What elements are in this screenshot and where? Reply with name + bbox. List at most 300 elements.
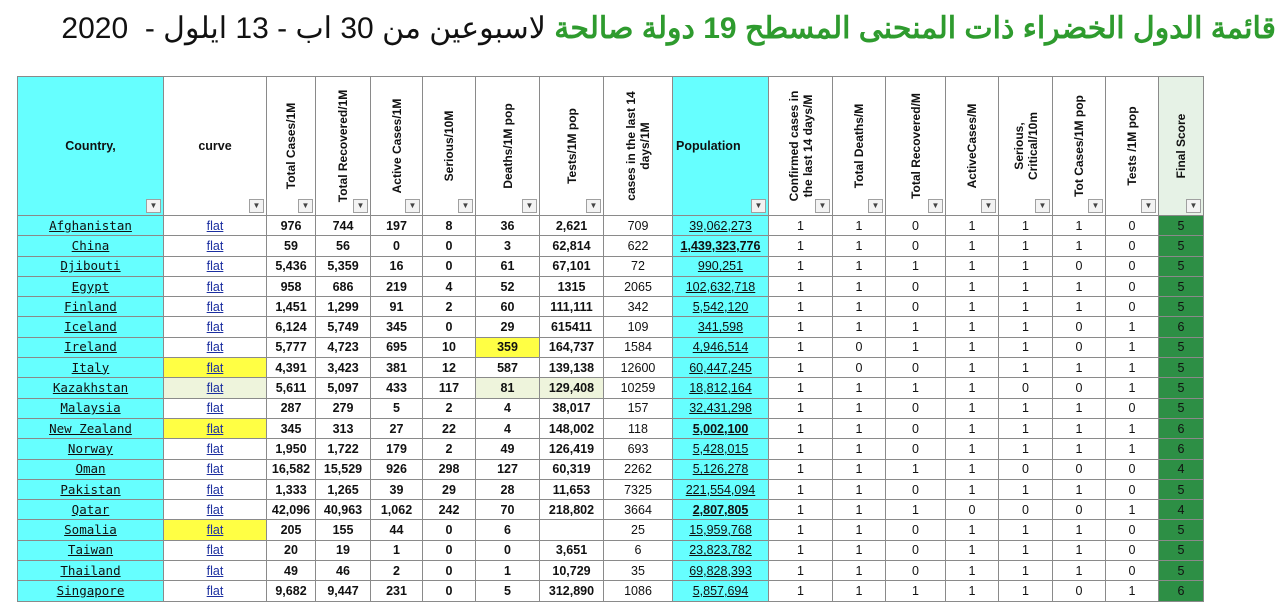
cell-active-cases: 219 (371, 276, 423, 296)
curve-link-text[interactable]: flat (206, 360, 224, 375)
curve-link-text[interactable]: flat (206, 563, 224, 578)
cell-total-recovered: 3,423 (316, 358, 371, 378)
cell-total-deaths-m: 1 (833, 256, 886, 276)
cell-confirmed14: 1 (769, 500, 833, 520)
filter-dropdown-icon[interactable]: ▼ (1035, 199, 1050, 213)
cell-confirmed14: 1 (769, 581, 833, 601)
table-row (18, 358, 1204, 378)
cell-total-cases: 1,451 (267, 297, 316, 317)
cell-serious: 12 (423, 358, 476, 378)
cell-cases14: 35 (604, 561, 673, 581)
cell-active-m: 1 (946, 418, 999, 438)
cell-final-score: 5 (1159, 236, 1204, 256)
population-link[interactable]: 60,447,245 (673, 358, 769, 378)
population-link[interactable]: 5,002,100 (673, 418, 769, 438)
curve-link[interactable] (164, 256, 267, 276)
cell-active-m: 1 (946, 378, 999, 398)
cell-total-cases: 958 (267, 276, 316, 296)
cell-confirmed14: 1 (769, 276, 833, 296)
country-link[interactable]: Somalia (18, 520, 164, 540)
cell-total-cases: 5,777 (267, 337, 316, 357)
cell-total-deaths-m: 1 (833, 216, 886, 236)
cell-total-recovered-m: 0 (886, 439, 946, 459)
cell-confirmed14: 1 (769, 337, 833, 357)
cell-tests (540, 520, 604, 540)
population-link[interactable]: 221,554,094 (673, 479, 769, 499)
cell-serious-critical: 1 (999, 297, 1053, 317)
cell-final-score: 6 (1159, 581, 1204, 601)
cell-active-cases: 381 (371, 358, 423, 378)
country-link[interactable]: Norway (18, 439, 164, 459)
filter-dropdown-icon[interactable]: ▼ (1141, 199, 1156, 213)
table-row (18, 297, 1204, 317)
cell-active-m: 1 (946, 581, 999, 601)
cell-total-recovered-m: 0 (886, 418, 946, 438)
filter-dropdown-icon[interactable]: ▼ (928, 199, 943, 213)
curve-link[interactable] (164, 317, 267, 337)
cell-tests-m: 1 (1106, 358, 1159, 378)
cell-total-deaths-m: 1 (833, 378, 886, 398)
col-header-cases14: cases in the last 14 days/1M (604, 77, 673, 216)
country-link[interactable]: Qatar (18, 500, 164, 520)
col-header-active-m: ActiveCases/M ▼ (946, 77, 999, 216)
table-row (18, 479, 1204, 499)
cell-tot-cases: 1 (1053, 276, 1106, 296)
filter-dropdown-icon[interactable]: ▼ (586, 199, 601, 213)
curve-link[interactable] (164, 276, 267, 296)
country-link[interactable]: China (18, 236, 164, 256)
cell-total-deaths-m: 1 (833, 581, 886, 601)
population-link[interactable]: 2,807,805 (673, 500, 769, 520)
col-header-total-deaths-m: Total Deaths/M ▼ (833, 77, 886, 216)
cell-tests-m: 0 (1106, 297, 1159, 317)
cell-final-score: 5 (1159, 297, 1204, 317)
cell-tot-cases: 1 (1053, 540, 1106, 560)
col-header-deaths: Deaths/1M pop ▼ (476, 77, 540, 216)
col-header-curve: curve ▼ (164, 77, 267, 216)
cell-confirmed14: 1 (769, 479, 833, 499)
cell-total-deaths-m: 1 (833, 418, 886, 438)
cell-active-cases: 179 (371, 439, 423, 459)
cell-active-m: 1 (946, 317, 999, 337)
cell-tot-cases: 1 (1053, 418, 1106, 438)
cell-tests-m: 0 (1106, 459, 1159, 479)
population-link[interactable]: 341,598 (673, 317, 769, 337)
cell-confirmed14: 1 (769, 297, 833, 317)
population-link[interactable]: 39,062,273 (673, 216, 769, 236)
cell-deaths: 36 (476, 216, 540, 236)
country-link[interactable]: Ireland (18, 337, 164, 357)
curve-link-text[interactable]: flat (206, 462, 224, 477)
curve-link-text[interactable]: flat (206, 299, 224, 314)
cell-total-recovered: 5,359 (316, 256, 371, 276)
table-row (18, 398, 1204, 418)
col-header-total-recovered: Total Recovered/1M ▼ (316, 77, 371, 216)
population-link[interactable]: 102,632,718 (673, 276, 769, 296)
cell-tests: 129,408 (540, 378, 604, 398)
cell-active-cases: 1 (371, 540, 423, 560)
cell-total-cases: 42,096 (267, 500, 316, 520)
cell-deaths: 127 (476, 459, 540, 479)
cell-serious: 10 (423, 337, 476, 357)
country-link[interactable]: Malaysia (18, 398, 164, 418)
cell-tot-cases: 0 (1053, 256, 1106, 276)
cell-deaths: 4 (476, 398, 540, 418)
cell-total-deaths-m: 1 (833, 297, 886, 317)
table-row (18, 439, 1204, 459)
curve-link[interactable] (164, 358, 267, 378)
curve-link[interactable] (164, 337, 267, 357)
curve-link[interactable] (164, 216, 267, 236)
cell-serious: 0 (423, 256, 476, 276)
cell-total-deaths-m: 1 (833, 540, 886, 560)
cell-cases14: 1086 (604, 581, 673, 601)
country-link[interactable]: Egypt (18, 276, 164, 296)
population-link[interactable]: 32,431,298 (673, 398, 769, 418)
col-header-tot-cases: Tot Cases/1M pop ▼ (1053, 77, 1106, 216)
cell-tests-m: 0 (1106, 479, 1159, 499)
cell-confirmed14: 1 (769, 418, 833, 438)
cell-tests: 3,651 (540, 540, 604, 560)
cell-active-cases: 27 (371, 418, 423, 438)
cell-total-deaths-m: 1 (833, 500, 886, 520)
cell-tests: 1315 (540, 276, 604, 296)
curve-link[interactable] (164, 540, 267, 560)
cell-serious: 242 (423, 500, 476, 520)
cell-tot-cases: 0 (1053, 317, 1106, 337)
cell-total-cases: 5,436 (267, 256, 316, 276)
col-header-population: Population ▼ (673, 77, 769, 216)
cell-final-score: 4 (1159, 500, 1204, 520)
curve-link-text[interactable]: flat (206, 238, 224, 253)
cell-total-cases: 59 (267, 236, 316, 256)
curve-link-text[interactable]: flat (206, 441, 224, 456)
filter-dropdown-icon[interactable]: ▼ (868, 199, 883, 213)
cell-serious-critical: 1 (999, 479, 1053, 499)
cell-total-recovered: 279 (316, 398, 371, 418)
cell-total-cases: 1,333 (267, 479, 316, 499)
cell-total-recovered: 5,749 (316, 317, 371, 337)
curve-link[interactable] (164, 500, 267, 520)
country-link[interactable]: Iceland (18, 317, 164, 337)
population-link[interactable]: 15,959,768 (673, 520, 769, 540)
curve-link-text[interactable]: flat (206, 502, 224, 517)
filter-dropdown-icon[interactable]: ▼ (458, 199, 473, 213)
cell-deaths: 49 (476, 439, 540, 459)
cell-deaths: 359 (476, 337, 540, 357)
cell-total-recovered-m: 0 (886, 358, 946, 378)
cell-tot-cases: 1 (1053, 358, 1106, 378)
cell-tests-m: 1 (1106, 337, 1159, 357)
cell-serious-critical: 1 (999, 317, 1053, 337)
filter-dropdown-icon[interactable]: ▼ (751, 199, 766, 213)
filter-active-icon[interactable]: ▼ (1186, 199, 1201, 213)
cell-total-cases: 976 (267, 216, 316, 236)
cell-confirmed14: 1 (769, 358, 833, 378)
cell-total-recovered-m: 0 (886, 520, 946, 540)
table-row (18, 540, 1204, 560)
cell-total-recovered: 5,097 (316, 378, 371, 398)
cell-tot-cases: 0 (1053, 581, 1106, 601)
cell-active-m: 1 (946, 236, 999, 256)
filter-dropdown-icon[interactable]: ▼ (405, 199, 420, 213)
cell-final-score: 5 (1159, 378, 1204, 398)
cell-active-cases: 231 (371, 581, 423, 601)
cell-total-recovered: 4,723 (316, 337, 371, 357)
cell-total-recovered-m: 1 (886, 459, 946, 479)
col-header-active-cases: Active Cases/1M ▼ (371, 77, 423, 216)
cell-deaths: 6 (476, 520, 540, 540)
cell-active-cases: 345 (371, 317, 423, 337)
filter-dropdown-icon[interactable]: ▼ (298, 199, 313, 213)
cell-serious: 2 (423, 297, 476, 317)
population-link[interactable]: 4,946,514 (673, 337, 769, 357)
curve-link-text[interactable]: flat (206, 381, 224, 396)
curve-link[interactable] (164, 581, 267, 601)
cell-serious: 0 (423, 236, 476, 256)
country-link[interactable]: Singapore (18, 581, 164, 601)
cell-serious-critical: 0 (999, 500, 1053, 520)
population-link[interactable]: 18,812,164 (673, 378, 769, 398)
data-table (17, 76, 1204, 602)
cell-total-deaths-m: 1 (833, 459, 886, 479)
cell-tot-cases: 1 (1053, 398, 1106, 418)
cell-total-cases: 6,124 (267, 317, 316, 337)
cell-active-cases: 39 (371, 479, 423, 499)
cell-tests: 615411 (540, 317, 604, 337)
cell-total-recovered: 15,529 (316, 459, 371, 479)
curve-link-text[interactable]: flat (206, 401, 224, 416)
filter-dropdown-icon[interactable]: ▼ (146, 199, 161, 213)
population-link[interactable]: 69,828,393 (673, 561, 769, 581)
cell-total-recovered: 155 (316, 520, 371, 540)
cell-serious-critical: 1 (999, 520, 1053, 540)
curve-link[interactable] (164, 561, 267, 581)
cell-serious: 4 (423, 276, 476, 296)
cell-cases14: 2065 (604, 276, 673, 296)
population-link[interactable]: 23,823,782 (673, 540, 769, 560)
curve-link-text[interactable]: flat (206, 523, 224, 538)
cell-final-score: 5 (1159, 479, 1204, 499)
curve-link-text[interactable]: flat (206, 421, 224, 436)
cell-confirmed14: 1 (769, 378, 833, 398)
cell-tests-m: 0 (1106, 540, 1159, 560)
table-row (18, 216, 1204, 236)
cell-total-recovered-m: 0 (886, 398, 946, 418)
cell-total-cases: 4,391 (267, 358, 316, 378)
cell-final-score: 5 (1159, 520, 1204, 540)
cell-serious-critical: 1 (999, 418, 1053, 438)
col-header-total-recovered-m: Total Recovered/M ▼ (886, 77, 946, 216)
cell-tot-cases: 0 (1053, 459, 1106, 479)
cell-tests: 312,890 (540, 581, 604, 601)
curve-link[interactable] (164, 479, 267, 499)
col-header-total-cases: Total Cases/1M ▼ (267, 77, 316, 216)
population-link[interactable]: 1,439,323,776 (673, 236, 769, 256)
population-link[interactable]: 5,857,694 (673, 581, 769, 601)
cell-final-score: 5 (1159, 337, 1204, 357)
cell-serious-critical: 1 (999, 358, 1053, 378)
population-link[interactable]: 5,428,015 (673, 439, 769, 459)
cell-cases14: 7325 (604, 479, 673, 499)
cell-tests: 111,111 (540, 297, 604, 317)
cell-tests: 62,814 (540, 236, 604, 256)
country-link[interactable]: Italy (18, 358, 164, 378)
cell-tests: 11,653 (540, 479, 604, 499)
cell-deaths: 3 (476, 236, 540, 256)
cell-cases14: 157 (604, 398, 673, 418)
cell-total-recovered-m: 1 (886, 337, 946, 357)
cell-tests-m: 1 (1106, 500, 1159, 520)
cell-deaths: 5 (476, 581, 540, 601)
cell-cases14: 622 (604, 236, 673, 256)
curve-link[interactable] (164, 236, 267, 256)
cell-total-cases: 345 (267, 418, 316, 438)
curve-link[interactable] (164, 520, 267, 540)
cell-final-score: 6 (1159, 418, 1204, 438)
cell-cases14: 72 (604, 256, 673, 276)
title-year: 2020 (61, 12, 129, 45)
cell-total-deaths-m: 1 (833, 520, 886, 540)
cell-confirmed14: 1 (769, 256, 833, 276)
cell-total-cases: 287 (267, 398, 316, 418)
curve-link-text[interactable]: flat (206, 482, 224, 497)
cell-active-cases: 197 (371, 216, 423, 236)
country-link[interactable]: Finland (18, 297, 164, 317)
curve-link-text[interactable]: flat (206, 543, 224, 558)
country-link[interactable]: Afghanistan (18, 216, 164, 236)
cell-cases14: 6 (604, 540, 673, 560)
cell-total-recovered: 744 (316, 216, 371, 236)
cell-active-m: 1 (946, 561, 999, 581)
filter-dropdown-icon[interactable]: ▼ (353, 199, 368, 213)
curve-link[interactable] (164, 439, 267, 459)
population-link[interactable]: 5,126,278 (673, 459, 769, 479)
cell-cases14: 2262 (604, 459, 673, 479)
cell-tests: 2,621 (540, 216, 604, 236)
cell-serious: 0 (423, 317, 476, 337)
country-link[interactable]: New Zealand (18, 418, 164, 438)
cell-tot-cases: 1 (1053, 561, 1106, 581)
country-link[interactable]: Kazakhstan (18, 378, 164, 398)
curve-link-text[interactable]: flat (206, 279, 224, 294)
cell-active-cases: 695 (371, 337, 423, 357)
cell-confirmed14: 1 (769, 459, 833, 479)
cell-total-recovered: 56 (316, 236, 371, 256)
cell-tests-m: 0 (1106, 276, 1159, 296)
cell-serious: 298 (423, 459, 476, 479)
cell-serious: 117 (423, 378, 476, 398)
title-green-text: قائمة الدول الخضراء ذات المنحنى المسطح 19 دولة صالحة (554, 12, 1276, 45)
cell-active-cases: 16 (371, 256, 423, 276)
cell-serious-critical: 0 (999, 378, 1053, 398)
table-row (18, 581, 1204, 601)
curve-link[interactable] (164, 398, 267, 418)
country-link[interactable]: Pakistan (18, 479, 164, 499)
cell-total-recovered-m: 0 (886, 479, 946, 499)
cell-active-m: 1 (946, 256, 999, 276)
cell-serious-critical: 1 (999, 398, 1053, 418)
curve-link-text[interactable]: flat (206, 340, 224, 355)
cell-cases14: 693 (604, 439, 673, 459)
cell-deaths: 61 (476, 256, 540, 276)
cell-tot-cases: 0 (1053, 500, 1106, 520)
cell-serious-critical: 1 (999, 276, 1053, 296)
col-header-tests: Tests/1M pop ▼ (540, 77, 604, 216)
filter-dropdown-icon[interactable]: ▼ (981, 199, 996, 213)
curve-link[interactable] (164, 297, 267, 317)
table-row (18, 276, 1204, 296)
cell-deaths: 70 (476, 500, 540, 520)
country-link[interactable]: Djibouti (18, 256, 164, 276)
curve-link-text[interactable]: flat (206, 218, 224, 233)
cell-total-recovered: 1,265 (316, 479, 371, 499)
cell-serious: 8 (423, 216, 476, 236)
cell-tests: 139,138 (540, 358, 604, 378)
col-header-confirmed14: Confirmed cases in the last 14 days/M ▼ (769, 77, 833, 216)
curve-link[interactable] (164, 459, 267, 479)
curve-link-text[interactable]: flat (206, 320, 224, 335)
cell-tests: 126,419 (540, 439, 604, 459)
cell-total-cases: 9,682 (267, 581, 316, 601)
cell-total-recovered-m: 1 (886, 500, 946, 520)
cell-cases14: 10259 (604, 378, 673, 398)
cell-active-m: 1 (946, 540, 999, 560)
filter-active-icon[interactable]: ▼ (249, 199, 264, 213)
cell-tests-m: 0 (1106, 561, 1159, 581)
cell-active-m: 1 (946, 398, 999, 418)
cell-tests-m: 0 (1106, 398, 1159, 418)
cell-total-recovered-m: 0 (886, 297, 946, 317)
filter-dropdown-icon[interactable]: ▼ (522, 199, 537, 213)
cell-deaths: 28 (476, 479, 540, 499)
population-link[interactable]: 990,251 (673, 256, 769, 276)
curve-link[interactable] (164, 418, 267, 438)
cell-cases14: 3664 (604, 500, 673, 520)
cell-tests-m: 1 (1106, 317, 1159, 337)
filter-dropdown-icon[interactable]: ▼ (1088, 199, 1103, 213)
cell-tot-cases: 0 (1053, 378, 1106, 398)
cell-cases14: 118 (604, 418, 673, 438)
cell-total-deaths-m: 1 (833, 398, 886, 418)
cell-final-score: 5 (1159, 216, 1204, 236)
cell-tests-m: 0 (1106, 256, 1159, 276)
population-link[interactable]: 5,542,120 (673, 297, 769, 317)
curve-link[interactable] (164, 378, 267, 398)
country-link[interactable]: Taiwan (18, 540, 164, 560)
cell-total-recovered-m: 0 (886, 540, 946, 560)
cell-total-recovered: 46 (316, 561, 371, 581)
country-link[interactable]: Oman (18, 459, 164, 479)
col-header-tests-m: Tests /1M pop ▼ (1106, 77, 1159, 216)
filter-dropdown-icon[interactable]: ▼ (815, 199, 830, 213)
cell-serious: 0 (423, 561, 476, 581)
cell-total-recovered: 313 (316, 418, 371, 438)
cell-active-m: 1 (946, 297, 999, 317)
cell-serious: 2 (423, 398, 476, 418)
curve-link-text[interactable]: flat (206, 259, 224, 274)
cell-cases14: 342 (604, 297, 673, 317)
cell-active-cases: 91 (371, 297, 423, 317)
col-header-serious: Serious/10M ▼ (423, 77, 476, 216)
curve-link-text[interactable]: flat (206, 583, 224, 598)
cell-deaths: 81 (476, 378, 540, 398)
country-link[interactable]: Thailand (18, 561, 164, 581)
cell-total-cases: 49 (267, 561, 316, 581)
cell-active-m: 1 (946, 276, 999, 296)
cell-final-score: 5 (1159, 398, 1204, 418)
cell-active-m: 1 (946, 358, 999, 378)
